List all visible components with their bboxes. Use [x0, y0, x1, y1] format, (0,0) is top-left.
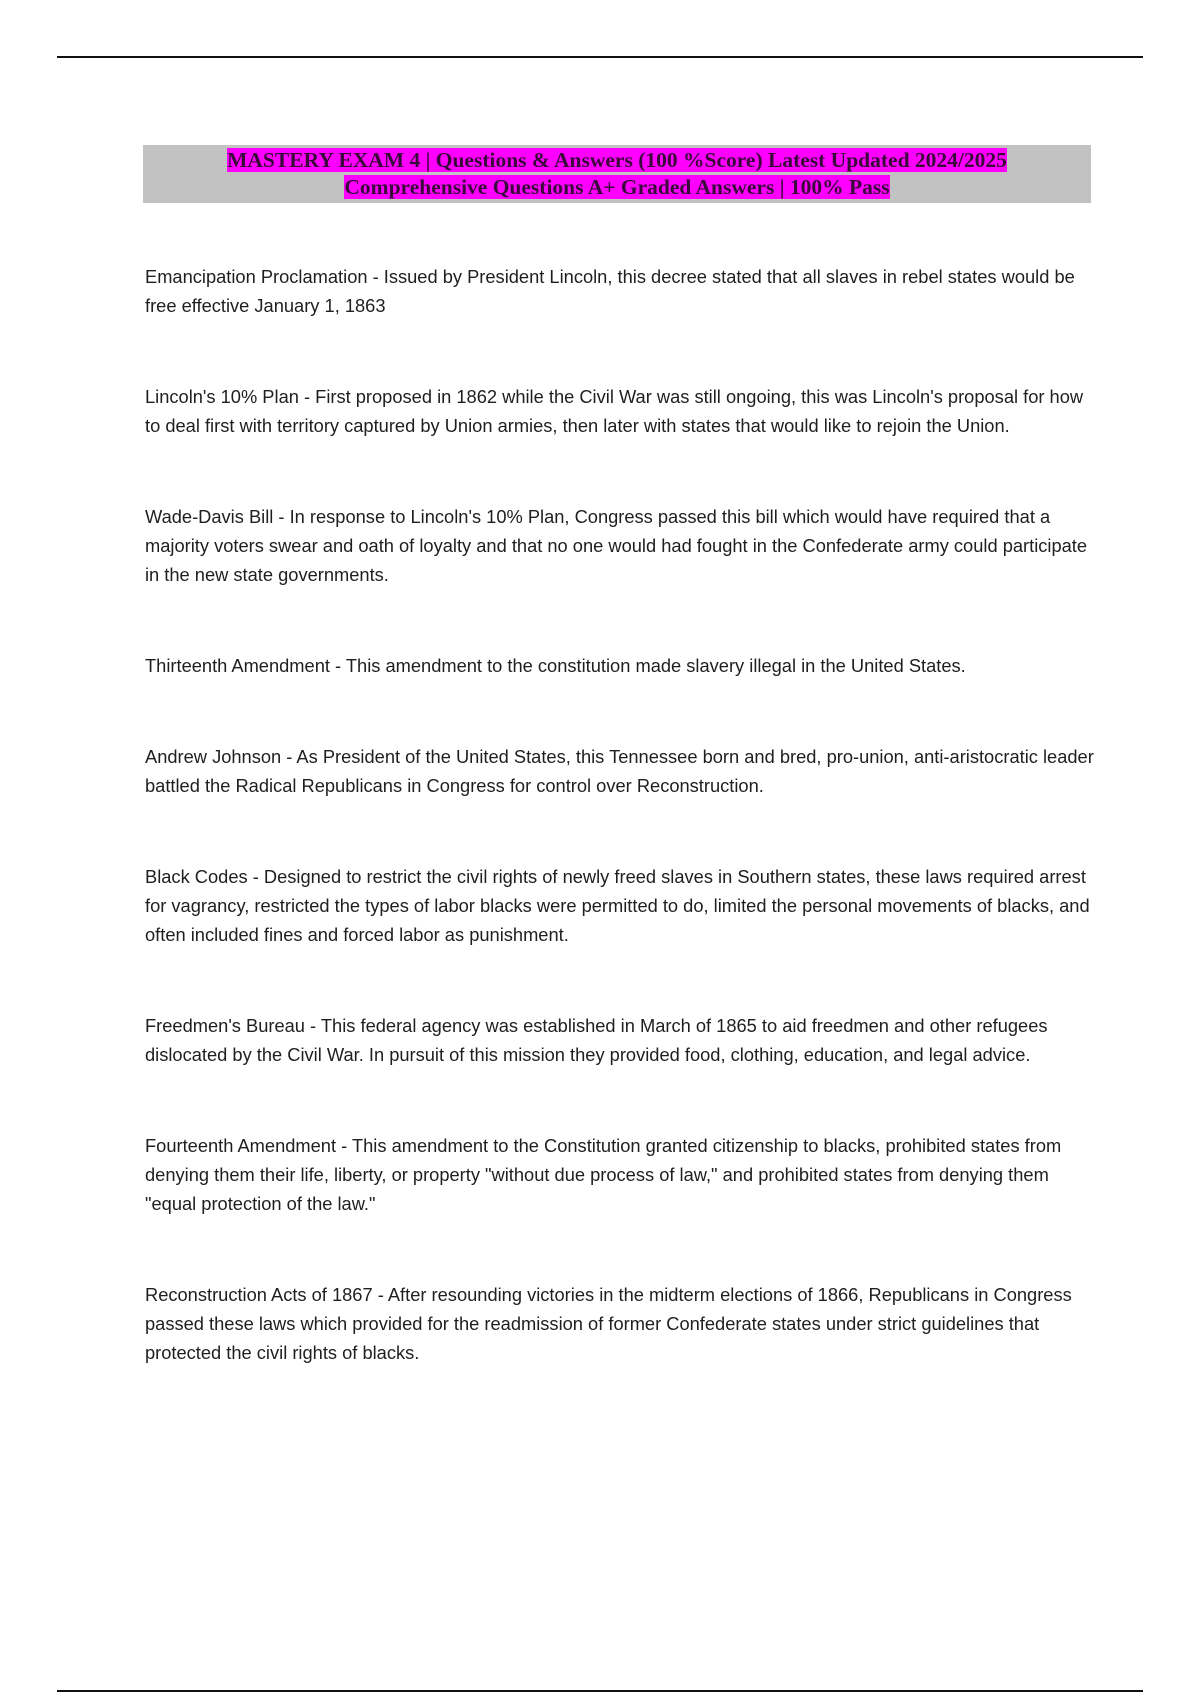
entry-freedmens-bureau: Freedmen's Bureau - This federal agency was established in March of 1865 to aid freedmen and other refugees dislocated by the Civil War. In pursuit of this mission they provided food, clothing, education, and legal advice. [145, 1015, 1048, 1065]
entry-wade-davis-bill: Wade-Davis Bill - In response to Lincoln's 10% Plan, Congress passed this bill which would have required that a majority voters swear and oath of loyalty and that no one would had fought in the Confederate army could participate in the new state governments. [145, 506, 1088, 585]
top-rule [57, 56, 1143, 58]
entry-emancipation-proclamation: Emancipation Proclamation - Issued by President Lincoln, this decree stated that all slaves in rebel states would be free effective January 1, 1863 [145, 266, 1075, 316]
document-title [143, 145, 1091, 203]
entry-black-codes: Black Codes - Designed to restrict the civil rights of newly freed slaves in Southern states, these laws required arrest for vagrancy, restricted the types of labor blacks were permitted to do, limited the personal movements of blacks, and often included fines and forced labor as punishment. [145, 866, 1090, 945]
entry-lincolns-10-percent-plan: Lincoln's 10% Plan - First proposed in 1862 while the Civil War was still ongoing, this was Lincoln's proposal for how to deal first with territory captured by Union armies, then later with states that would like to rejoin the Union. [145, 386, 1084, 436]
bottom-rule [57, 1690, 1143, 1692]
entry-fourteenth-amendment: Fourteenth Amendment - This amendment to the Constitution granted citizenship to blacks, prohibited states from denying them their life, liberty, or property "without due process of law," and prohibited states from denying them "equal protection of the law." [145, 1135, 1062, 1214]
title-line-1: MASTERY EXAM 4 | Questions & Answers (100 %Score) Latest Updated 2024/2025 [227, 148, 1007, 172]
title-line-2: Comprehensive Questions A+ Graded Answers | 100% Pass [344, 175, 890, 199]
qa-entry-list [145, 262, 1100, 1429]
entry-reconstruction-acts-1867: Reconstruction Acts of 1867 - After resounding victories in the midterm elections of 1866, Republicans in Congress passed these laws which provided for the readmission of former Confederate states under strict guidelines that protected the civil rights of blacks. [145, 1284, 1072, 1363]
entry-thirteenth-amendment: Thirteenth Amendment - This amendment to the constitution made slavery illegal in the United States. [145, 655, 966, 676]
entry-andrew-johnson: Andrew Johnson - As President of the United States, this Tennessee born and bred, pro-union, anti-aristocratic leader battled the Radical Republicans in Congress for control over Reconstruction. [145, 746, 1094, 796]
